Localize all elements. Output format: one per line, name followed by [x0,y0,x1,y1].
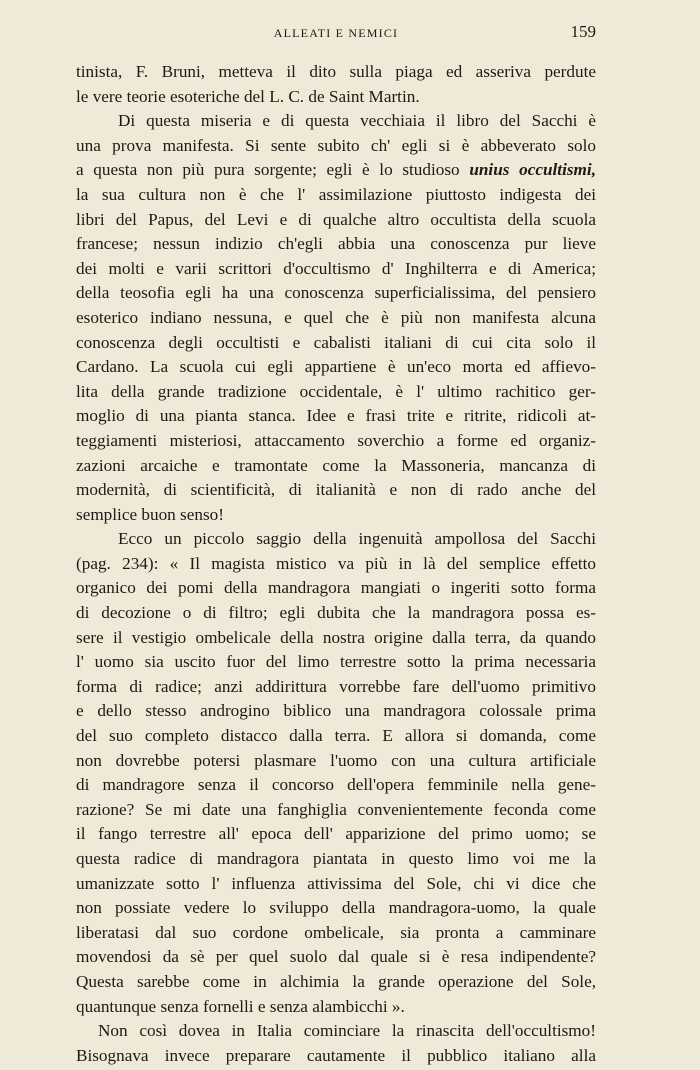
text-line: una prova manifesta. Si sente subito ch' egli si è abbeverato solo [76,135,596,155]
text-line: questa radice di mandragora piantata in questo limo voi me la [76,849,596,868]
text-line: forma di radice; anzi addirittura vorrebbe fare dell'uomo primitivo [76,676,596,696]
text-line: libri del Papus, del Levi e di qualche altro occultista della scuola [76,209,596,229]
text-line: il fango terrestre all' epoca dell' apparizione del primo uomo; se [76,824,596,844]
text-line: (pag. 234): « Il magista mistico va più in là del semplice effetto [76,553,596,573]
text-line: movendosi da sè per quel suolo dal quale si è resa indipendente? [76,947,596,967]
text-line: la sua cultura non è che l' assimilazione piuttosto indigesta dei [76,184,596,204]
chapter-title: ALLEATI E NEMICI [273,26,399,40]
text-line: di mandragore senza il concorso dell'opera femminile nella gene- [76,775,596,795]
text-line: Bisognava invece preparare cautamente il pubblico italiano alla [76,1045,596,1065]
text-line: zazioni arcaiche e tramontate come la Massoneria, mancanza di [76,455,596,475]
text-line: e dello stesso androgino biblico una mandragora colossale prima [76,701,596,721]
text-line: teggiamenti misteriosi, attaccamento soverchio a forme ed organiz- [76,430,596,450]
text-line: Non così dovea in Italia cominciare la rinascita dell'occultismo! [98,1021,596,1041]
page-number: 159 [570,22,596,41]
text-line: non dovrebbe potersi plasmare l'uomo con una cultura artificiale [76,750,596,770]
text-line: tinista, F. Bruni, metteva il dito sulla piaga ed asseriva perdute [76,62,596,81]
text-line: semplice buon senso! [76,504,224,524]
text-line: di decozione o di filtro; egli dubita che la mandragora possa es- [76,603,596,623]
italic-phrase: unius occultismi, [469,160,596,180]
text-line: conoscenza degli occultisti e cabalisti italiani di cui cita solo il [76,332,596,352]
text-line: le vere teorie esoteriche del L. C. de Saint Martin. [76,86,420,106]
body-text [76,60,596,1068]
text-line: non possiate vedere lo sviluppo della mandragora-uomo, la quale [76,898,596,918]
text-line: quantunque senza fornelli e senza alambicchi ». [76,996,405,1016]
text-line: sere il vestigio ombelicale della nostra origine dalla terra, da quando [76,627,596,647]
text-line: l' uomo sia uscito fuor del limo terrestre sotto la prima necessaria [76,652,596,672]
text-line: esoterico indiano nessuna, e quel che è più non manifesta alcuna [76,307,596,327]
text-line: umanizzate sotto l' influenza attivissima del Sole, chi vi dice che [76,873,596,893]
text-line: modernità, di scientificità, di italianità e non di rado anche del [76,480,596,500]
text-line: moglio di una pianta stanca. Idee e frasi trite e ritrite, ridicoli at- [76,406,596,426]
text-line: Ecco un piccolo saggio della ingenuità ampollosa del Sacchi [118,529,596,549]
text-line: francese; nessun indizio ch'egli abbia una conoscenza pur lieve [76,234,596,254]
text-line: del suo completo distacco dalla terra. E allora si domanda, come [76,726,596,746]
text-line: della teosofia egli ha una conoscenza superficialissima, del pensiero [76,283,596,303]
text-line: razione? Se mi date una fanghiglia convenientemente feconda come [76,799,596,819]
text-line: liberatasi dal suo cordone ombelicale, sia pronta a camminare [76,922,596,942]
text-line: Questa sarebbe come in alchimia la grande operazione del Sole, [76,971,596,991]
running-head [76,22,596,44]
text-line: lita della grande tradizione occidentale, è l' ultimo rachitico ger- [76,381,596,401]
text-line: Cardano. La scuola cui egli appartiene è un'eco morta ed affievo- [76,357,596,377]
text-line: dei molti e varii scrittori d'occultismo d' Inghilterra e di America; [76,258,596,278]
text-line: a questa non più pura sorgente; egli è lo studioso unius occultismi, [76,160,596,180]
text-line: Di questa miseria e di questa vecchiaia il libro del Sacchi è [118,111,596,131]
text-line: organico dei pomi della mandragora mangiati o ingeriti sotto forma [76,578,596,598]
